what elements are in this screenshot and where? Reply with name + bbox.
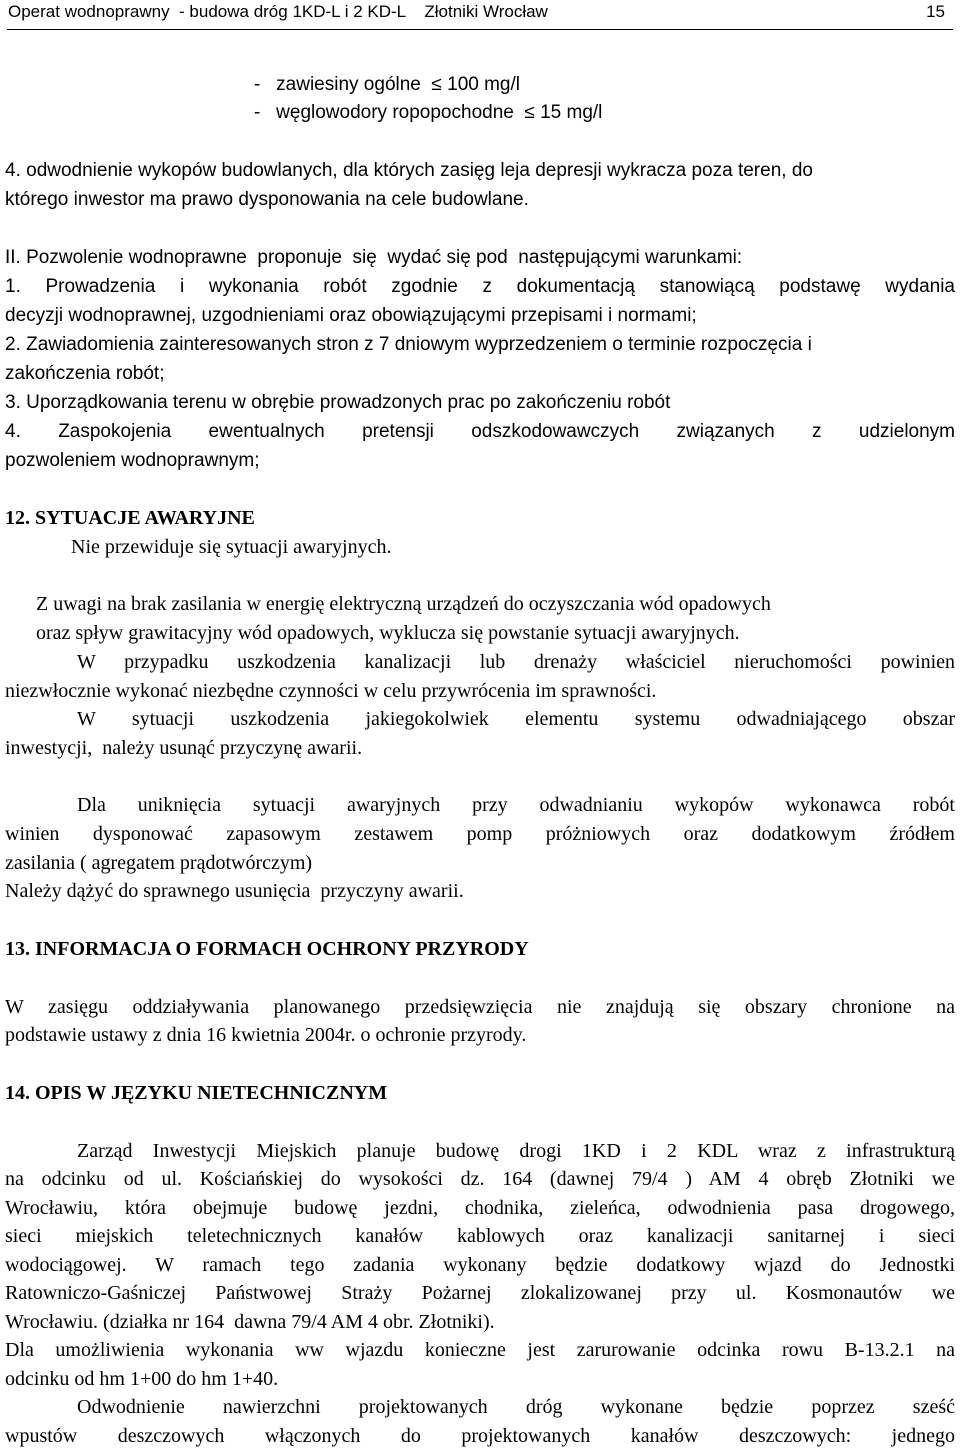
section-heading: II. Pozwolenie wodnoprawne proponuje się wydać się pod następującymi warunkami: [5,247,743,268]
condition-line: zakończenia robót; [5,363,165,384]
paragraph-line: winien dysponować zapasowym zestawem pomp próżniowych oraz dodatkowym źródłem [5,823,955,845]
paragraph-line: Zarząd Inwestycji Miejskich planuje budowę drogi 1KD i 2 KDL wraz z infrastrukturą [77,1140,955,1162]
paragraph-line: Należy dążyć do sprawnego usunięcia przyczyny awarii. [5,880,464,902]
paragraph-line: W sytuacji uszkodzenia jakiegokolwiek elementu systemu odwadniającego obszar [77,708,955,730]
condition-line: 4. Zaspokojenia ewentualnych pretensji odszkodowawczych związanych z udzielonym [5,421,955,442]
paragraph-line: Wrocławiu. (działka nr 164 dawna 79/4 AM 4 obr. Złotniki). [5,1311,495,1333]
section-heading: 12. SYTUACJE AWARYJNE [5,507,255,529]
paragraph-line: W zasięgu oddziaływania planowanego przedsięwzięcia nie znajdują się obszary chronione na [5,996,955,1018]
condition-line: decyzji wodnoprawnej, uzgodnieniami oraz obowiązującymi przepisami i normami; [5,305,697,326]
paragraph-line: podstawie ustawy z dnia 16 kwietnia 2004r. o ochronie przyrody. [5,1024,527,1046]
section-heading: 13. INFORMACJA O FORMACH OCHRONY PRZYRODY [5,938,529,960]
paragraph-line: wpustów deszczowych włączonych do projektowanych kanałów deszczowych: jednego [5,1425,955,1447]
header-title: Operat wodnoprawny - budowa dróg 1KD-L i 2 KD-L Złotniki Wrocław [8,2,548,21]
section-heading: 14. OPIS W JĘZYKU NIETECHNICZNYM [5,1082,388,1104]
paragraph-line: niezwłocznie wykonać niezbędne czynności w celu przywrócenia im sprawności. [5,680,657,702]
condition-line: 1. Prowadzenia i wykonania robót zgodnie z dokumentacją stanowiącą podstawę wydania [5,276,955,297]
paragraph-line: Dla umożliwienia wykonania ww wjazdu konieczne jest zarurowanie odcinka rowu B-13.2.1 na [5,1339,955,1361]
paragraph-line: Odwodnienie nawierzchni projektowanych dróg wykonane będzie poprzez sześć [77,1396,955,1418]
paragraph-line: Ratowniczo-Gaśniczej Państwowej Straży Pożarnej zlokalizowanej przy ul. Kosmonautów we [5,1282,955,1304]
header-divider [7,29,953,30]
paragraph-line: sieci miejskich teletechnicznych kanałów kablowych oraz kanalizacji sanitarnej i sieci [5,1225,955,1247]
paragraph-line: Wrocławiu, która obejmuje budowę jezdni, chodnika, zieleńca, odwodnienia pasa drogowego, [5,1197,955,1219]
paragraph-line: wodociągowej. W ramach tego zadania wykonany będzie dodatkowy wjazd do Jednostki [5,1254,955,1276]
paragraph-line: W przypadku uszkodzenia kanalizacji lub drenaży właściciel nieruchomości powinien [77,651,955,673]
paragraph-line: na odcinku od ul. Kościańskiej do wysokości dz. 164 (dawnej 79/4 ) AM 4 obręb Złotniki we [5,1168,955,1190]
paragraph-line: którego inwestor ma prawo dysponowania na cele budowlane. [5,189,529,210]
paragraph-line: zasilania ( agregatem prądotwórczym) [5,852,313,874]
paragraph-line: 4. odwodnienie wykopów budowlanych, dla których zasięg leja depresji wykracza poza teren, do [5,160,813,181]
condition-line: 2. Zawiadomienia zainteresowanych stron z 7 dniowym wyprzedzeniem o terminie rozpoczęcia i [5,334,812,355]
paragraph-line: odcinku od hm 1+00 do hm 1+40. [5,1368,279,1390]
list-item: - węglowodory ropopochodne ≤ 15 mg/l [254,102,603,123]
condition-line: pozwoleniem wodnoprawnym; [5,450,260,471]
condition-line: 3. Uporządkowania terenu w obrębie prowadzonych prac po zakończeniu robót [5,392,671,413]
paragraph-line: oraz spływ grawitacyjny wód opadowych, wyklucza się powstanie sytuacji awaryjnych. [36,622,740,644]
list-item: - zawiesiny ogólne ≤ 100 mg/l [254,74,520,95]
page-number: 15 [926,2,945,21]
paragraph-line: Nie przewiduje się sytuacji awaryjnych. [71,536,392,558]
paragraph-line: Z uwagi na brak zasilania w energię elektryczną urządzeń do oczyszczania wód opadowych [36,593,771,615]
paragraph-line: inwestycji, należy usunąć przyczynę awarii. [5,737,363,759]
paragraph-line: Dla uniknięcia sytuacji awaryjnych przy odwadnianiu wykopów wykonawca robót [77,794,955,816]
